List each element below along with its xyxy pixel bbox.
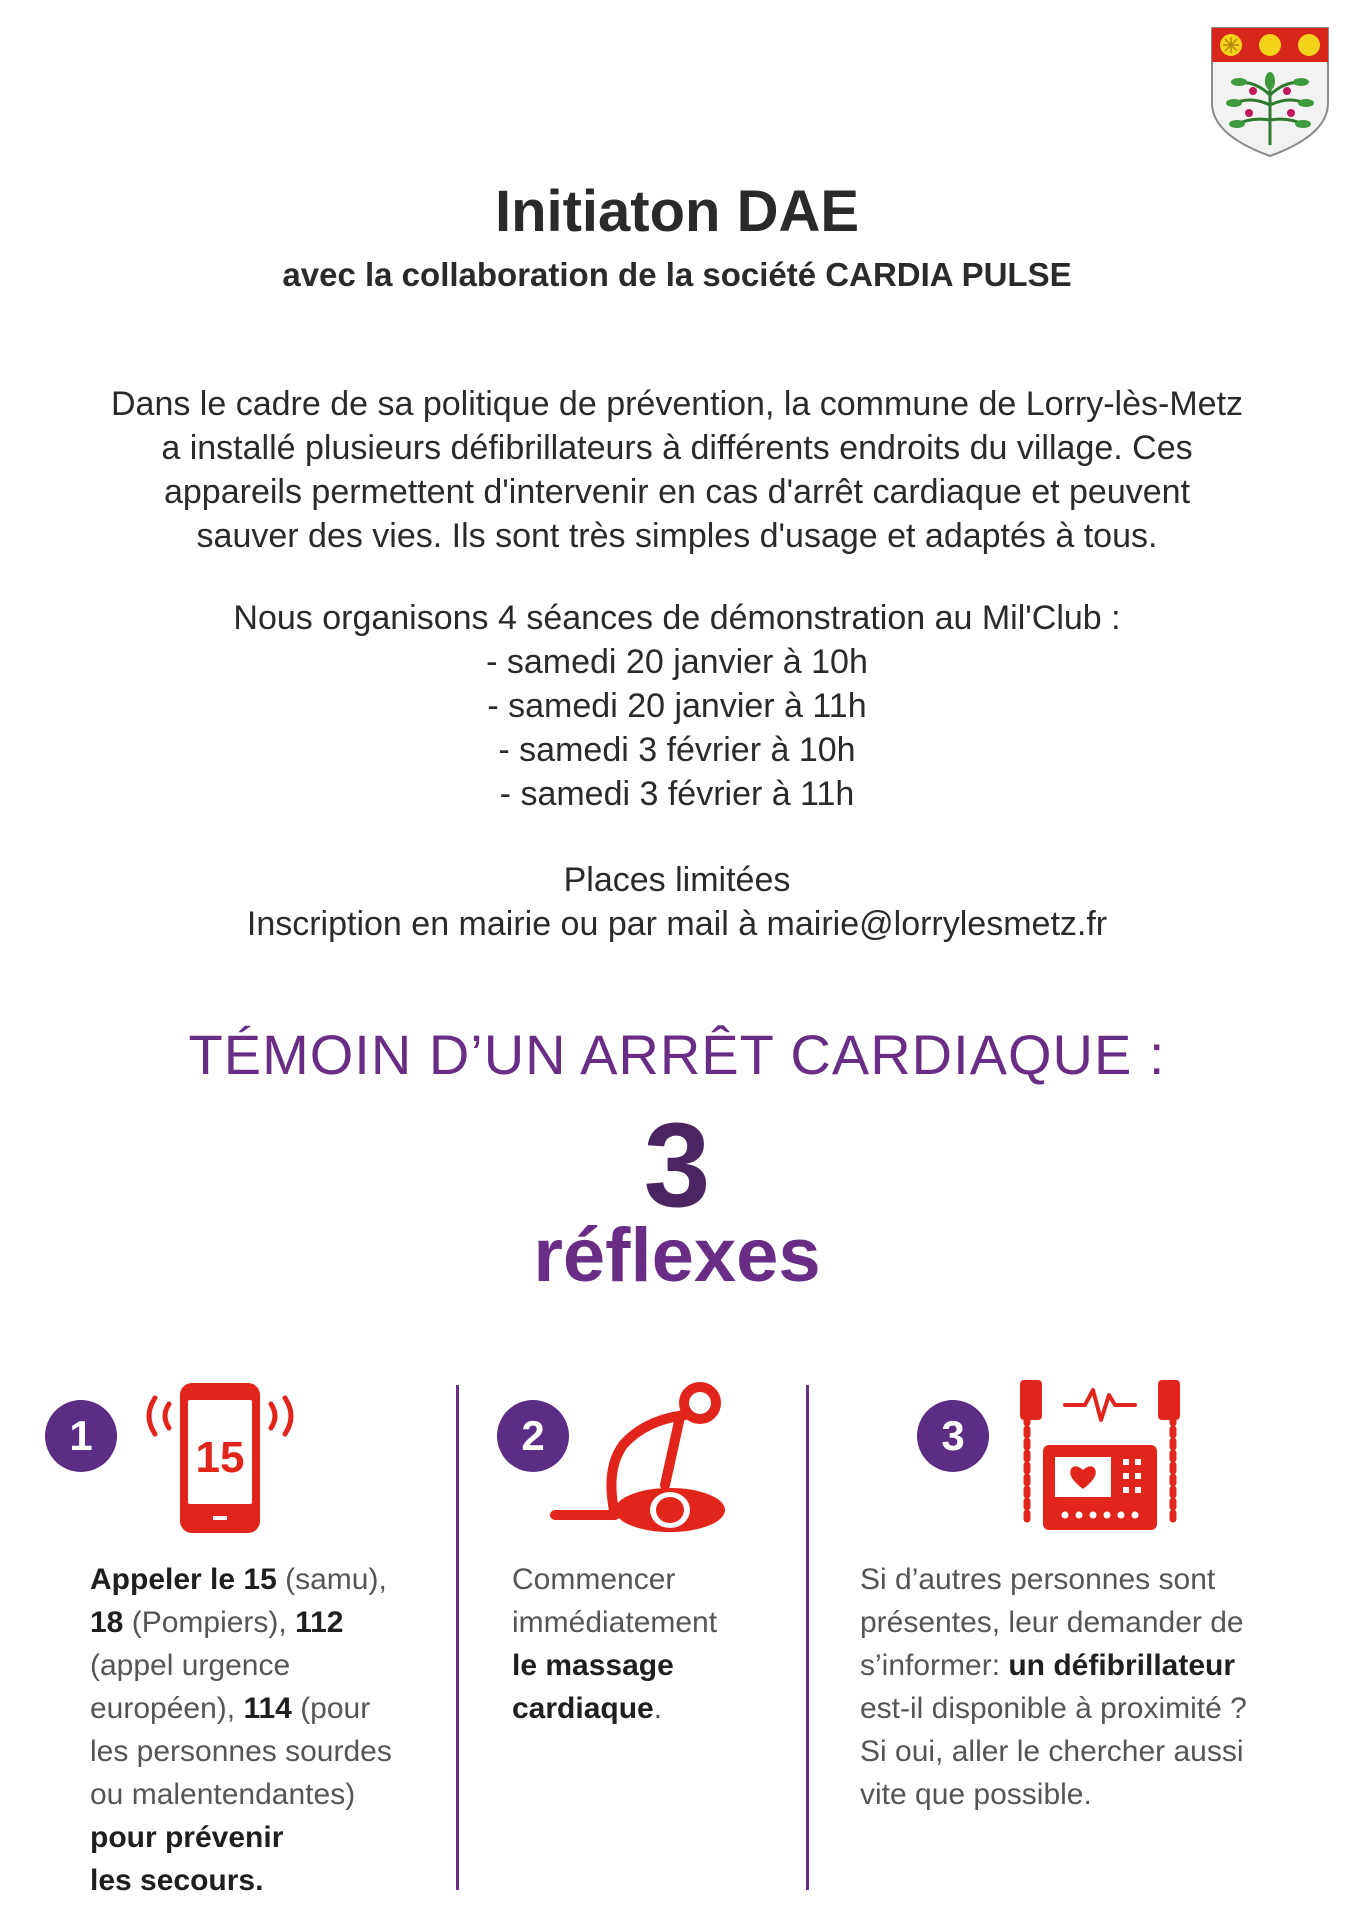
registration-block [0,858,1354,946]
defibrillator-icon [1015,1375,1185,1540]
phone-15-icon [135,1378,305,1538]
intro-line: sauver des vies. Ils sont très simples d'usage et adaptés à tous. [196,517,1158,555]
step-badge-2: 2 [497,1400,569,1472]
step-3-text: Si d’autres personnes sont présentes, leur demander de s’informer: un défibrillateur est-il disponible à proximité ? Si oui, aller le chercher aussi vite que possible. [860,1563,1247,1811]
infographic-word: réflexes [533,1213,821,1298]
column-divider [456,1385,459,1890]
session-date: - samedi 3 février à 11h [499,775,855,813]
step-1-text: Appeler le 15 (samu), 18 (Pompiers), 112 (appel urgence européen), 114 (pour les personnes sourdes ou malentendantes) pour prévenir les secours. [90,1563,392,1897]
sessions-list [0,596,1354,816]
page-title: Initiaton DAE [494,179,860,244]
step-2-text: Commencer immédiatement le massage cardiaque. [512,1563,718,1725]
sessions-intro: Nous organisons 4 séances de démonstration au Mil'Club : [233,599,1121,637]
intro-line: appareils permettent d'intervenir en cas d'arrêt cardiaque et peuvent [163,473,1191,511]
infographic-headline: TÉMOIN D’UN ARRÊT CARDIAQUE : [188,1023,1166,1086]
session-date: - samedi 3 février à 10h [498,731,856,769]
intro-paragraph [20,382,1334,558]
step-badge-3: 3 [917,1400,989,1472]
inscription-text: Inscription en mairie ou par mail à mairie@lorrylesmetz.fr [246,905,1108,943]
phone-number-label: 15 [195,1433,245,1482]
session-date: - samedi 20 janvier à 11h [487,687,867,725]
places-limited: Places limitées [563,861,791,899]
step-badge-1: 1 [45,1400,117,1472]
coat-of-arms-icon [1209,25,1331,159]
page-subtitle: avec la collaboration de la société CARDIA PULSE [282,256,1072,293]
intro-line: a installé plusieurs défibrillateurs à différents endroits du village. Ces [161,429,1193,467]
intro-line: Dans le cadre de sa politique de prévention, la commune de Lorry-lès-Metz [110,385,1244,423]
session-date: - samedi 20 janvier à 10h [486,643,868,681]
cardiac-massage-icon [545,1375,735,1535]
column-divider [806,1385,809,1890]
infographic-number: 3 [643,1098,711,1232]
